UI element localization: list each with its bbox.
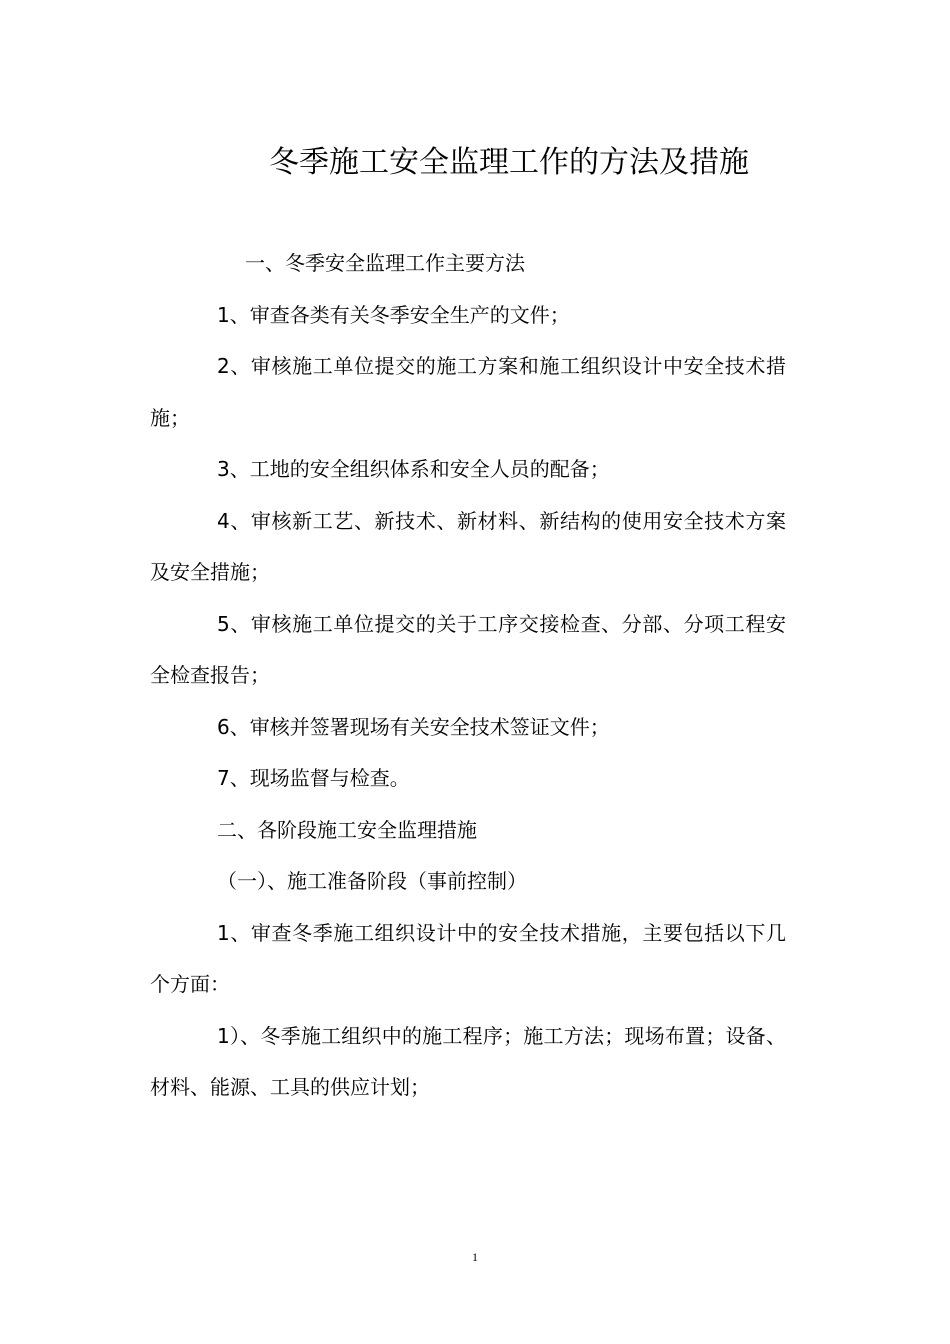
paragraph-item: 7、现场监督与检查。: [217, 766, 410, 790]
paragraph-item: 1）、冬季施工组织中的施工程序；施工方法；现场布置；设备、材料、能源、工具的供应计划；: [150, 1023, 786, 1099]
paragraph-item: 4、审核新工艺、新技术、新材料、新结构的使用安全技术方案及安全措施；: [150, 508, 786, 584]
paragraph-item: 1、审查冬季施工组织设计中的安全技术措施，主要包括以下几个方面：: [150, 920, 786, 996]
page-number: 1: [472, 1250, 478, 1264]
document-title: 冬季施工安全监理工作的方法及措施: [269, 145, 749, 181]
paragraph-item: 1、审查各类有关冬季安全生产的文件；: [217, 302, 570, 327]
section-heading-2: 二、各阶段施工安全监理措施: [217, 817, 477, 842]
paragraph-item: 2、审核施工单位提交的施工方案和施工组织设计中安全技术措施；: [150, 354, 786, 430]
paragraph-item: 6、审核并签署现场有关安全技术签证文件；: [217, 714, 610, 739]
paragraph-item: 3、工地的安全组织体系和安全人员的配备；: [217, 457, 610, 481]
subsection-heading: （一）、施工准备阶段（事前控制）: [217, 869, 527, 893]
document-body: [150, 238, 786, 1114]
section-heading-1: 一、冬季安全监理工作主要方法: [245, 251, 525, 275]
paragraph-item: 5、审核施工单位提交的关于工序交接检查、分部、分项工程安全检查报告；: [150, 611, 786, 687]
